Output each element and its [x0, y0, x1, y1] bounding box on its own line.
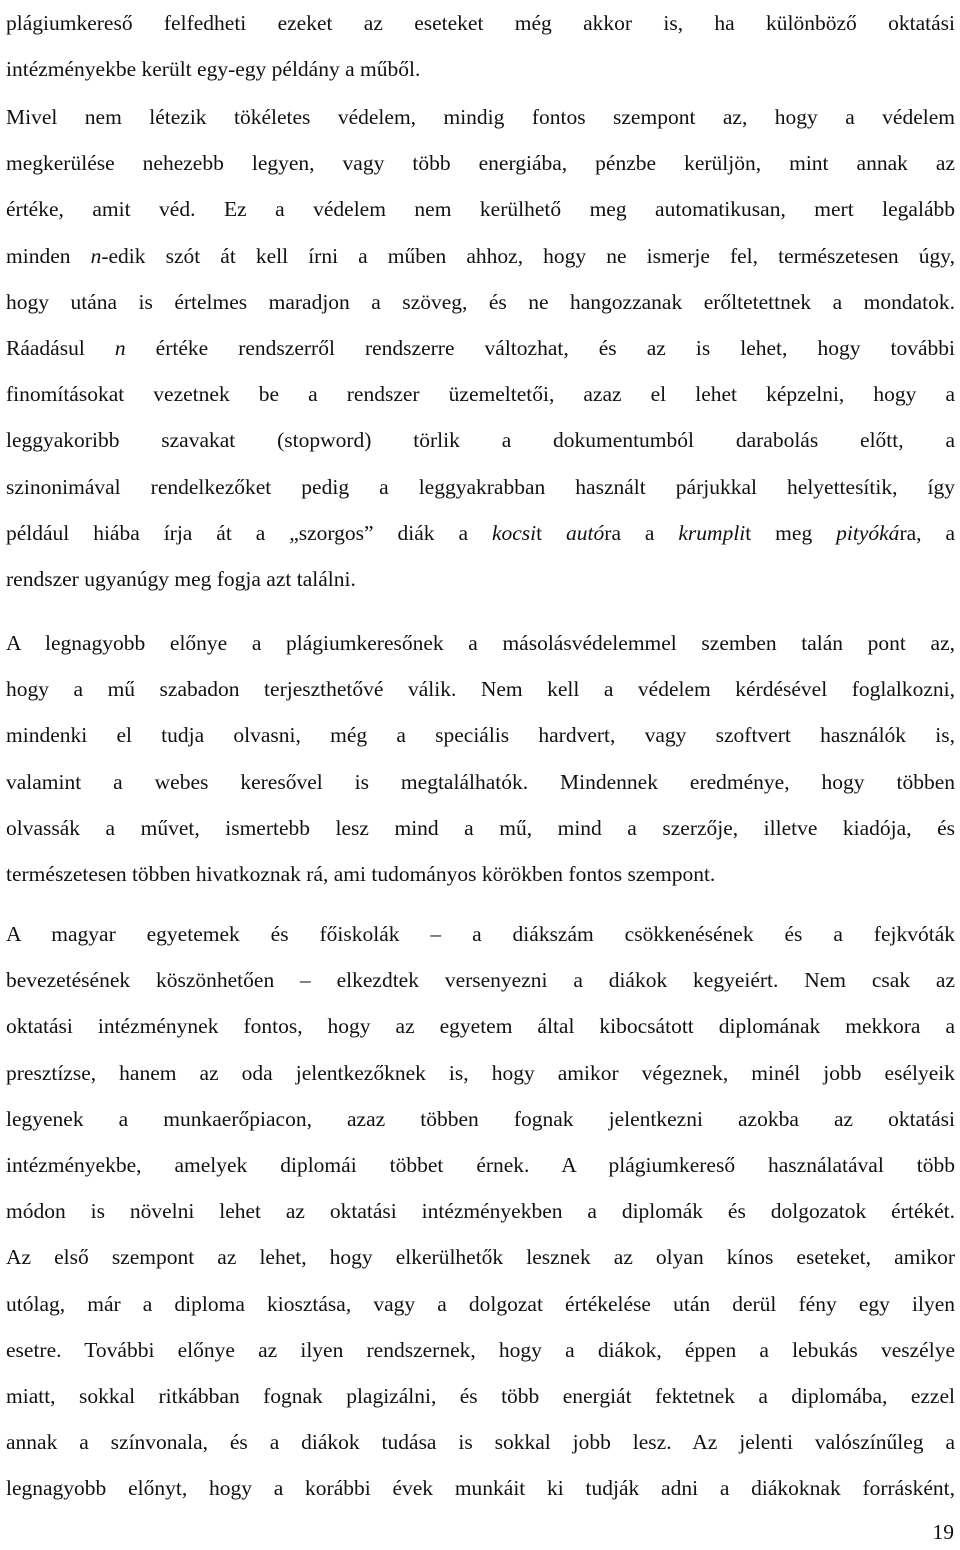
document-page: [6, 0, 955, 1550]
text-line: annak a színvonala, és a diákok tudása is sokkal jobb lesz. Az jelenti valószínűleg a: [6, 1430, 955, 1455]
text-line: Ráadásul n értéke rendszerről rendszerre változhat, és az is lehet, hogy további: [6, 336, 955, 361]
text-line: értéke, amit véd. Ez a védelem nem kerülhető meg automatikusan, mert legalább: [6, 197, 955, 222]
text-line: intézményekbe, amelyek diplomái többet érnek. A plágiumkereső használatával több: [6, 1153, 955, 1178]
text-line: utólag, már a diploma kiosztása, vagy a dolgozat értékelése után derül fény egy ilyen: [6, 1291, 955, 1316]
text-line: rendszer ugyanúgy meg fogja azt találni.: [6, 567, 356, 592]
text-line: legnagyobb előnyt, hogy a korábbi évek munkáit ki tudják adni a diákoknak forrásként,: [6, 1476, 955, 1501]
page-number: 19: [932, 1520, 954, 1544]
text-line: miatt, sokkal ritkábban fognak plagizálni, és több energiát fektetnek a diplomába, ezzel: [6, 1384, 955, 1409]
text-line: mindenki el tudja olvasni, még a speciális hardvert, vagy szoftvert használók is,: [6, 723, 955, 748]
text-line: természetesen többen hivatkoznak rá, ami tudományos körökben fontos szempont.: [6, 862, 716, 887]
text-line: legyenek a munkaerőpiacon, azaz többen fognak jelentkezni azokba az oktatási: [6, 1106, 955, 1131]
text-line: A legnagyobb előnye a plágiumkeresőnek a másolásvédelemmel szemben talán pont az,: [6, 631, 955, 655]
text-line: finomításokat vezetnek be a rendszer üzemeltetői, azaz el lehet képzelni, hogy a: [6, 382, 955, 407]
paragraph-4: [6, 911, 955, 1512]
text-line: módon is növelni lehet az oktatási intézményekben a diplomák és dolgozatok értékét.: [6, 1199, 955, 1224]
paragraph-1: [6, 0, 955, 92]
text-line: Az első szempont az lehet, hogy elkerülhetők lesznek az olyan kínos eseteket, amikor: [6, 1245, 955, 1270]
text-line: hogy utána is értelmes maradjon a szöveg, és ne hangozzanak erőltetettnek a mondatok.: [6, 289, 955, 314]
text-line: például hiába írja át a „szorgos” diák a kocsit autóra a krumplit meg pityókára, a: [6, 520, 955, 545]
text-line: leggyakoribb szavakat (stopword) törlik a dokumentumból darabolás előtt, a: [6, 428, 955, 453]
text-line: olvassák a művet, ismertebb lesz mind a mű, mind a szerzője, illetve kiadója, és: [6, 815, 955, 840]
text-line: esetre. További előnye az ilyen rendszernek, hogy a diákok, éppen a lebukás veszélye: [6, 1337, 955, 1362]
text-line: presztízse, hanem az oda jelentkezőknek is, hogy amikor végeznek, minél jobb esélyeik: [6, 1060, 955, 1085]
paragraph-3: [6, 620, 955, 897]
text-line: minden n-edik szót át kell írni a műben ahhoz, hogy ne ismerje fel, természetesen úgy,: [6, 243, 955, 268]
text-line: szinonimával rendelkezőket pedig a leggyakrabban használt párjukkal helyettesítik, így: [6, 474, 955, 499]
text-line: valamint a webes keresővel is megtalálhatók. Mindennek eredménye, hogy többen: [6, 769, 955, 794]
text-line: hogy a mű szabadon terjeszthetővé válik. Nem kell a védelem kérdésével foglalkozni,: [6, 677, 955, 702]
text-line: plágiumkereső felfedheti ezeket az eseteket még akkor is, ha különböző oktatási: [6, 11, 955, 35]
text-line: A magyar egyetemek és főiskolák – a diákszám csökkenésének és a fejkvóták: [6, 922, 955, 946]
text-line: Mivel nem létezik tökéletes védelem, mindig fontos szempont az, hogy a védelem: [6, 105, 955, 129]
text-line: bevezetésének köszönhetően – elkezdtek versenyezni a diákok kegyeiért. Nem csak az: [6, 968, 955, 993]
text-line: oktatási intézménynek fontos, hogy az egyetem által kibocsátott diplomának mekkora a: [6, 1014, 955, 1039]
text-line: intézményekbe került egy-egy példány a műből.: [6, 57, 421, 82]
text-line: megkerülése nehezebb legyen, vagy több energiába, pénzbe kerüljön, mint annak az: [6, 151, 955, 176]
paragraph-2: [6, 94, 955, 602]
